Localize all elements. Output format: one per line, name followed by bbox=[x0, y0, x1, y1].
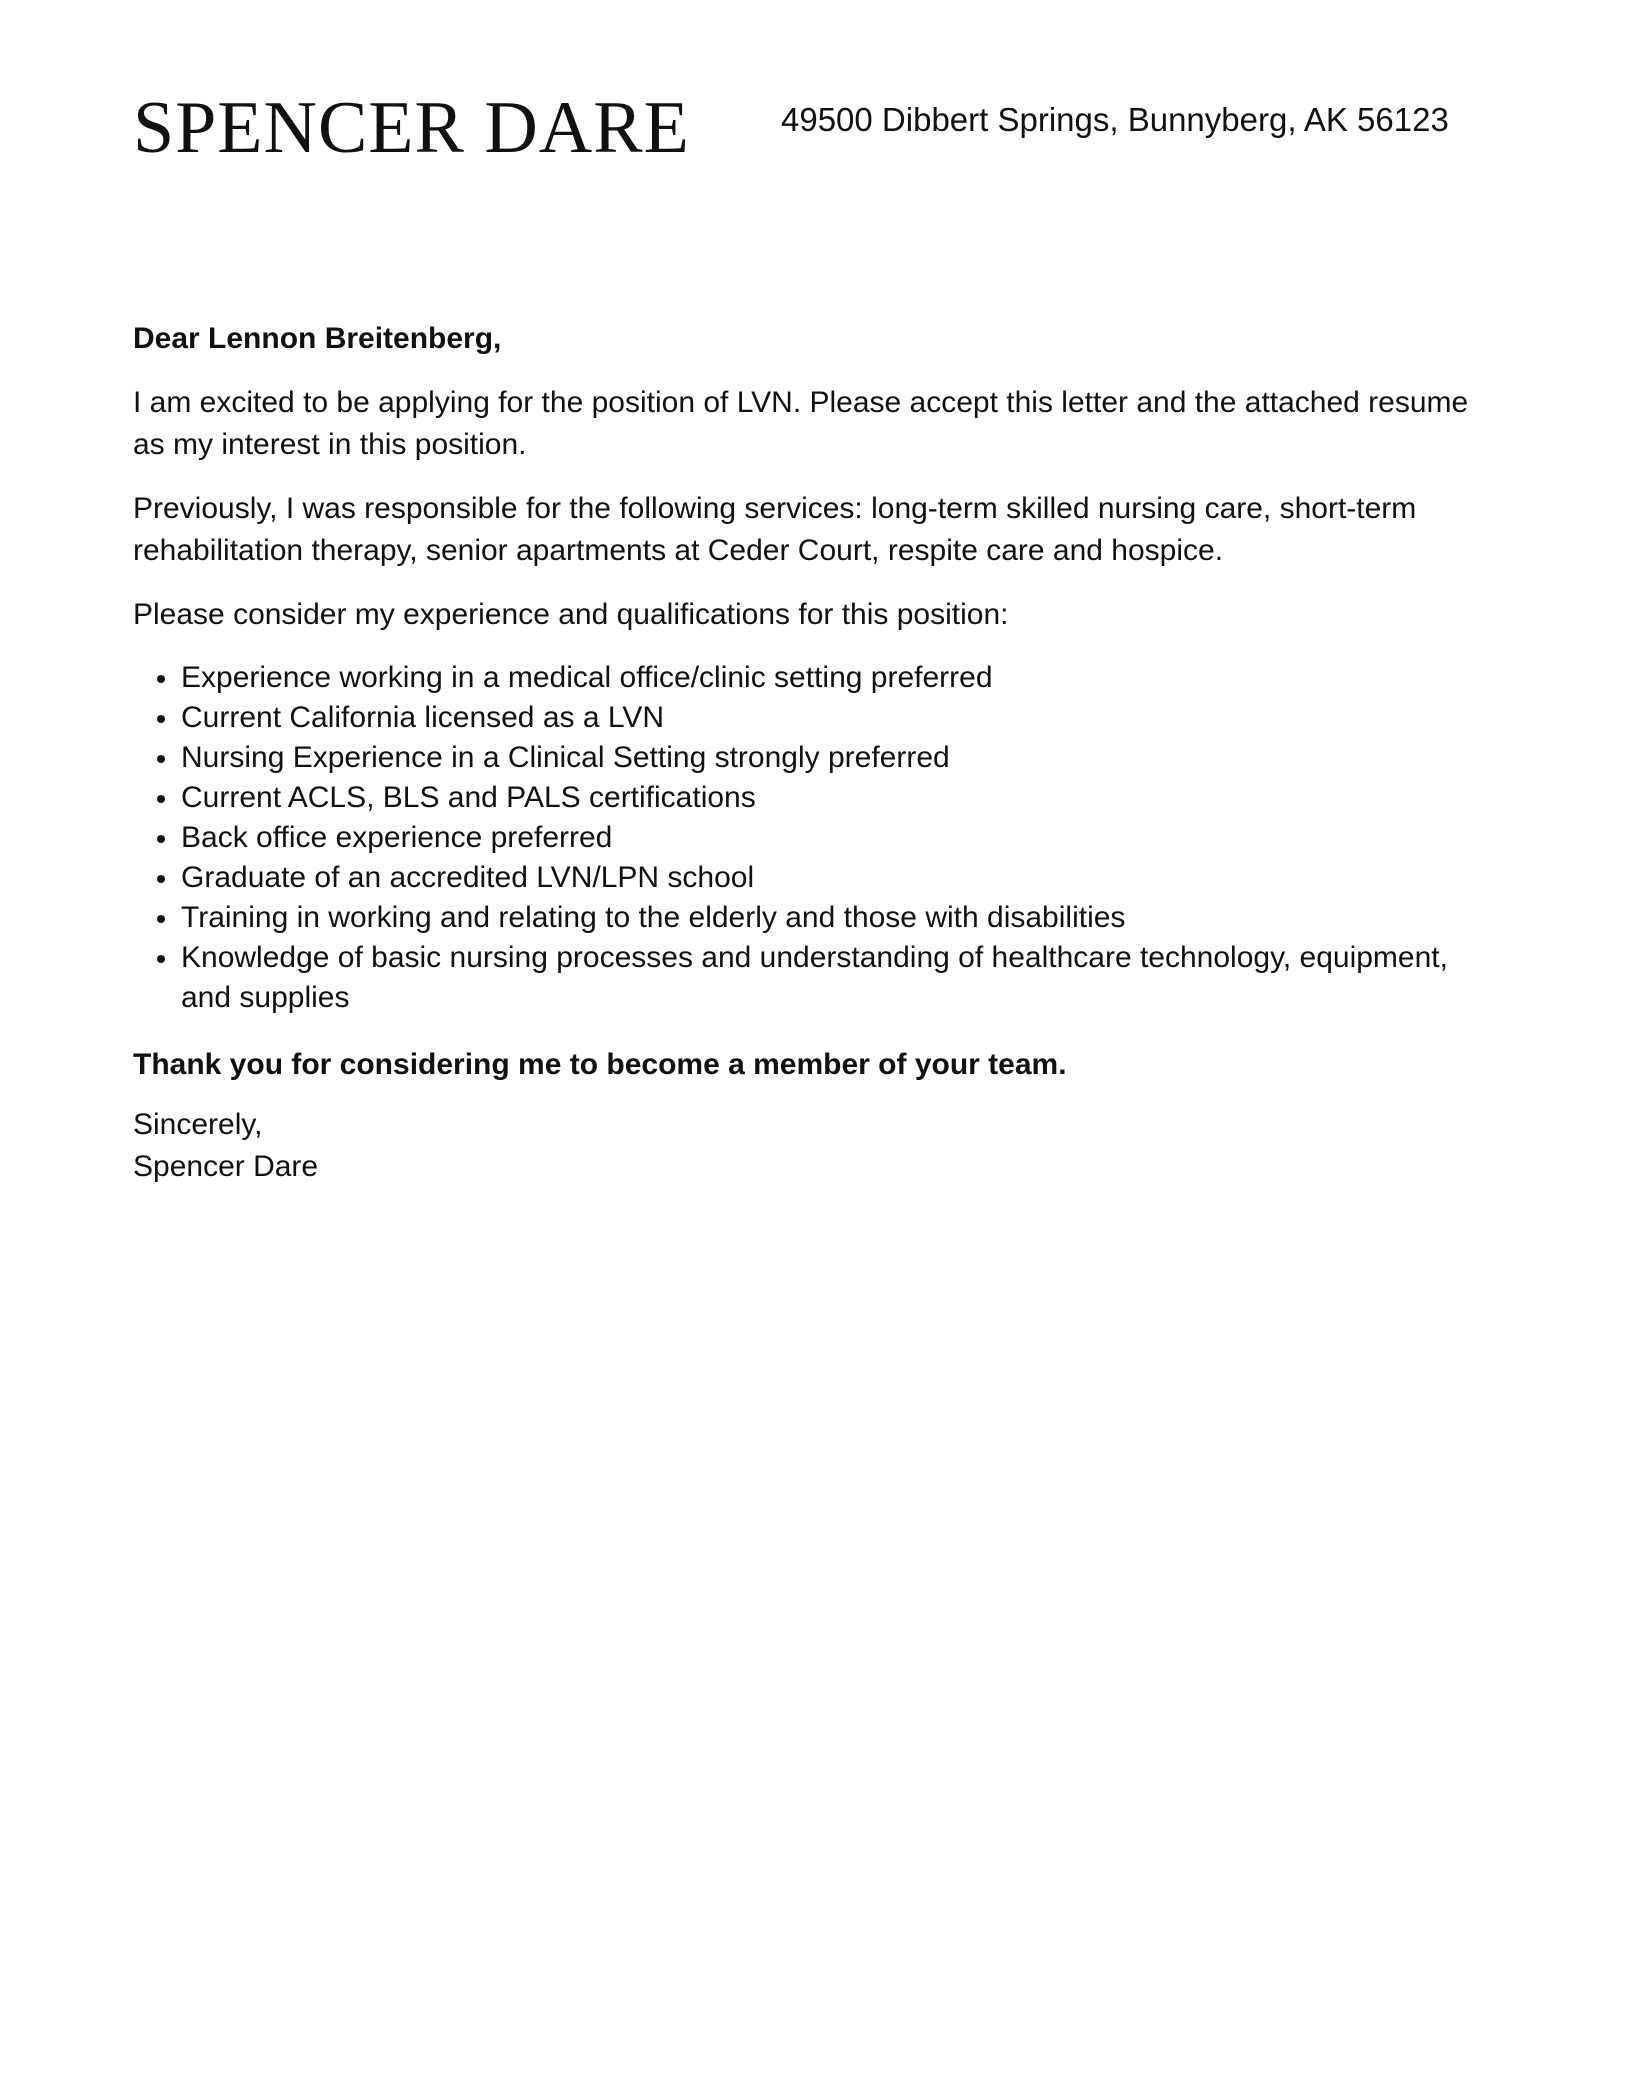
list-item: Current California licensed as a LVN bbox=[181, 698, 1483, 738]
signature-name: Spencer Dare bbox=[133, 1150, 319, 1183]
list-item: Back office experience preferred bbox=[181, 818, 1483, 858]
intro-paragraph: I am excited to be applying for the position of LVN. Please accept this letter and the attached resume as my interest in this position. bbox=[133, 386, 1469, 461]
list-item: Experience working in a medical office/clinic setting preferred bbox=[181, 658, 1483, 698]
experience-paragraph: Previously, I was responsible for the following services: long-term skilled nursing care, short-term rehabilitation therapy, senior apartments at Ceder Court, respite care and hospice. bbox=[133, 492, 1417, 567]
list-item: Training in working and relating to the elderly and those with disabilities bbox=[181, 898, 1483, 938]
qualifications-intro: Please consider my experience and qualifications for this position: bbox=[133, 598, 1009, 631]
list-item: Nursing Experience in a Clinical Setting strongly preferred bbox=[181, 738, 1483, 778]
list-item: Current ACLS, BLS and PALS certifications bbox=[181, 778, 1483, 818]
list-item: Knowledge of basic nursing processes and understanding of healthcare technology, equipment, and supplies bbox=[181, 938, 1483, 1018]
valediction: Sincerely, bbox=[133, 1108, 263, 1141]
applicant-name: SPENCER DARE bbox=[133, 87, 690, 169]
salutation: Dear Lennon Breitenberg, bbox=[133, 322, 502, 355]
applicant-address: 49500 Dibbert Springs, Bunnyberg, AK 56123 bbox=[781, 101, 1449, 138]
list-item: Graduate of an accredited LVN/LPN school bbox=[181, 858, 1483, 898]
letterhead bbox=[133, 86, 1463, 176]
closing-statement: Thank you for considering me to become a member of your team. bbox=[133, 1048, 1067, 1081]
letter-body bbox=[133, 318, 1483, 1188]
qualifications-list bbox=[133, 658, 1483, 1018]
